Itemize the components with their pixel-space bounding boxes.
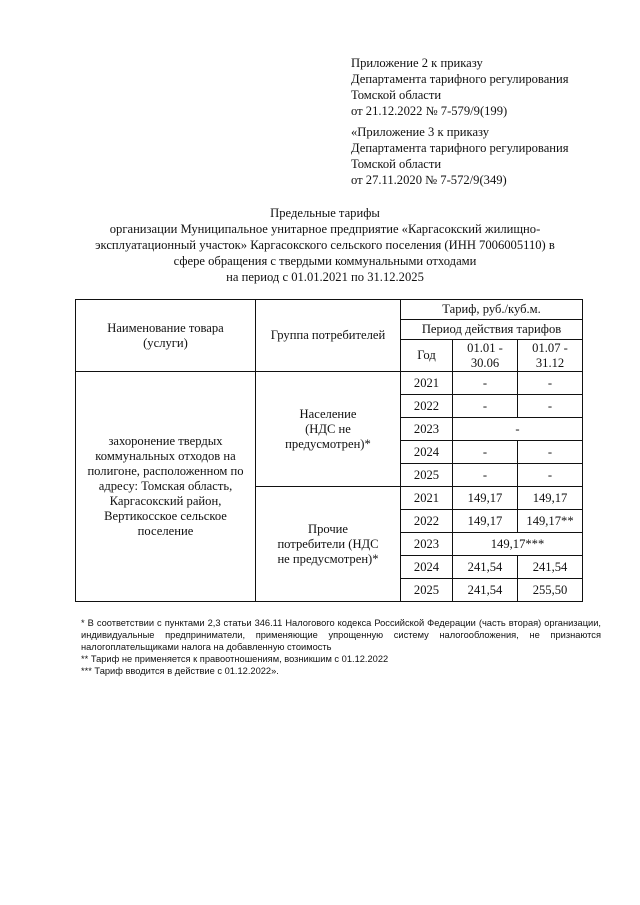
tariff-cell: - <box>518 441 583 464</box>
tariff-cell: - <box>453 464 518 487</box>
table-row <box>76 372 583 395</box>
tariff-cell: 255,50 <box>518 579 583 602</box>
year-cell: 2023 <box>401 533 453 556</box>
footnote: *** Тариф вводится в действие с 01.12.2022». <box>81 666 279 676</box>
header-group: Группа потребителей <box>256 300 401 372</box>
tariff-cell: - <box>453 395 518 418</box>
appendix-line: Департамента тарифного регулирования <box>351 72 569 86</box>
tariff-table <box>75 299 583 602</box>
tariff-cell-merged: - <box>453 418 583 441</box>
header-row <box>76 300 583 320</box>
appendix-line: Томской области <box>351 88 442 102</box>
tariff-cell: - <box>453 441 518 464</box>
title-line: организации Муниципальное унитарное предприятие «Каргасокский жилищно- <box>109 222 541 236</box>
year-cell: 2022 <box>401 510 453 533</box>
year-cell: 2021 <box>401 372 453 395</box>
tariff-cell: - <box>518 395 583 418</box>
tariff-cell: - <box>518 372 583 395</box>
tariff-cell: 241,54 <box>518 556 583 579</box>
appendix-line: от 27.11.2020 № 7-572/9(349) <box>351 173 507 187</box>
appendix-previous <box>351 124 621 188</box>
appendix-line: Департамента тарифного регулирования <box>351 141 569 155</box>
appendix-line: от 21.12.2022 № 7-579/9(199) <box>351 104 508 118</box>
header-year: Год <box>401 340 453 372</box>
tariff-cell: - <box>453 372 518 395</box>
year-cell: 2025 <box>401 464 453 487</box>
year-cell: 2021 <box>401 487 453 510</box>
header-period: Период действия тарифов <box>401 320 583 340</box>
service-name: захоронение твердых коммунальных отходов на полигоне, расположенном по адресу: Томская область, Каргасокский район, Вертикосское сельское поселение <box>76 372 256 602</box>
tariff-cell-merged: 149,17*** <box>453 533 583 556</box>
footnote: ** Тариф не применяется к правоотношениям, возникшим с 01.12.2022 <box>81 654 389 664</box>
document-title <box>75 205 575 285</box>
footnote: * В соответствии с пунктами 2,3 статьи 346.11 Налогового кодекса Российской Федерации (часть вторая) организации, индивидуальные предприниматели, применяющие упрощенную систему налогообложения, не признаются налогоплательщиками налога на добавленную стоимость <box>81 618 601 652</box>
title-heading: Предельные тарифы <box>270 206 380 220</box>
title-line: сфере обращения с твердыми коммунальными отходами <box>173 254 477 268</box>
appendix-current <box>351 55 621 119</box>
tariff-cell: 149,17 <box>453 510 518 533</box>
tariff-cell: - <box>518 464 583 487</box>
footnotes <box>81 617 601 677</box>
tariff-cell: 149,17 <box>518 487 583 510</box>
year-cell: 2022 <box>401 395 453 418</box>
tariff-cell: 241,54 <box>453 556 518 579</box>
tariff-cell: 241,54 <box>453 579 518 602</box>
year-cell: 2025 <box>401 579 453 602</box>
consumer-group: Прочие потребители (НДС не предусмотрен)* <box>256 487 401 602</box>
appendix-line: «Приложение 3 к приказу <box>351 125 490 139</box>
year-cell: 2023 <box>401 418 453 441</box>
header-half1: 01.01 - 30.06 <box>453 340 518 372</box>
header-half2: 01.07 - 31.12 <box>518 340 583 372</box>
year-cell: 2024 <box>401 441 453 464</box>
title-line: эксплуатационный участок» Каргасокского сельского поселения (ИНН 7006005110) в <box>95 238 555 252</box>
header-tariff: Тариф, руб./куб.м. <box>401 300 583 320</box>
appendix-line: Томской области <box>351 157 442 171</box>
header-service: Наименование товара (услуги) <box>76 300 256 372</box>
tariff-cell: 149,17** <box>518 510 583 533</box>
title-line: на период с 01.01.2021 по 31.12.2025 <box>226 270 424 284</box>
appendix-line: Приложение 2 к приказу <box>351 56 483 70</box>
year-cell: 2024 <box>401 556 453 579</box>
consumer-group: Население (НДС не предусмотрен)* <box>256 372 401 487</box>
tariff-cell: 149,17 <box>453 487 518 510</box>
